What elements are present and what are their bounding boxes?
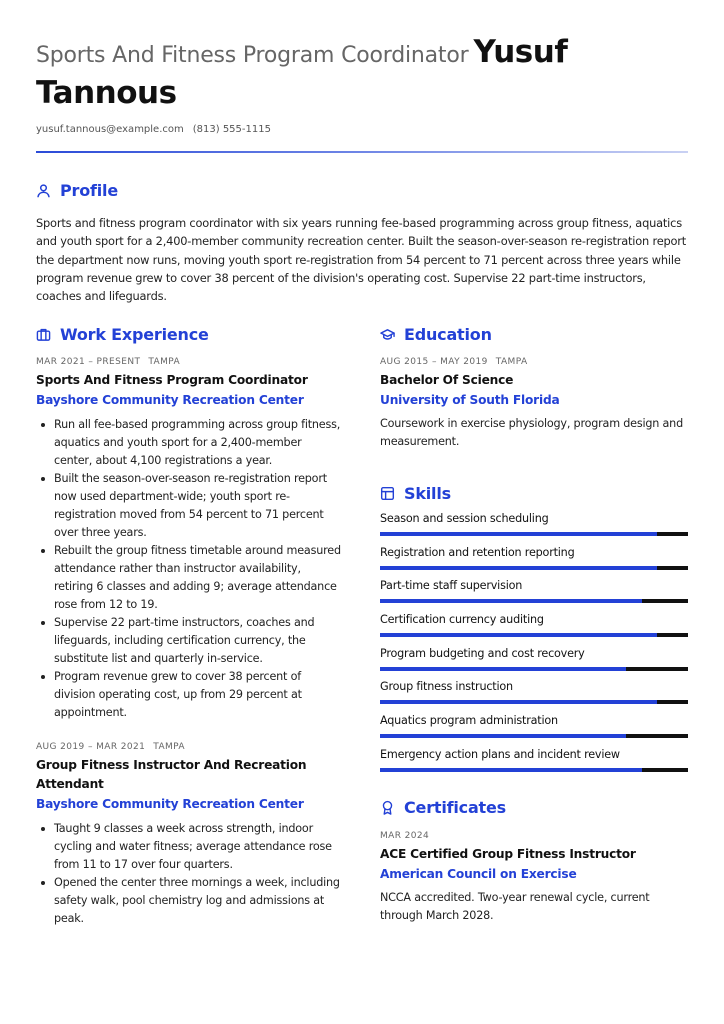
first-name: Yusuf <box>473 34 568 70</box>
job-bullets <box>36 820 342 928</box>
skill-bar <box>380 633 688 637</box>
skill-item <box>380 612 688 646</box>
degree-title: Bachelor Of Science <box>380 373 514 387</box>
job-location: TAMPA <box>148 357 181 367</box>
skill-name: Season and session scheduling <box>380 512 549 525</box>
award-icon <box>380 800 395 815</box>
graduation-cap-icon <box>380 327 395 342</box>
skill-name: Program budgeting and cost recovery <box>380 646 585 660</box>
header-divider <box>36 151 688 153</box>
job-bullets <box>36 416 342 722</box>
profile-summary: Sports and fitness program coordinator with six years running fee-based programming across group fitness, aquatics and youth sport for a 2,400-member community recreation center. Built the season-over-season re-registration report the department now runs, moving youth sport re-registration from 54 percent to 71 percent across three years while program revenue grew to cover 38 percent of the division's operating cost. Supervise 22 part-time instructors, coaches and lifeguards. <box>36 216 687 304</box>
skill-name: Group fitness instruction <box>380 680 513 694</box>
certificates-title: Certificates <box>404 798 506 817</box>
skill-name: Emergency action plans and incident review <box>380 747 620 761</box>
education-title: Education <box>404 324 492 344</box>
job-title: Sports And Fitness Program Coordinator <box>36 373 308 387</box>
skill-item <box>380 511 688 545</box>
certificates-heading <box>380 796 688 820</box>
job-entry <box>36 357 342 722</box>
job-meta <box>36 742 342 752</box>
work-experience-heading <box>36 322 342 346</box>
skill-bar <box>380 667 688 671</box>
skill-item <box>380 578 688 612</box>
job-dates: AUG 2019 – MAR 2021 <box>36 742 146 752</box>
job-organization: Bayshore Community Recreation Center <box>36 797 304 811</box>
job-title: Group Fitness Instructor And Recreation Attendant <box>36 758 307 791</box>
contact-line <box>36 124 271 135</box>
skill-level-fill <box>380 633 657 637</box>
email-link[interactable]: yusuf.tannous@example.com <box>36 124 184 135</box>
job-organization: Bayshore Community Recreation Center <box>36 393 304 407</box>
skill-item <box>380 713 688 747</box>
education-meta <box>380 357 688 367</box>
skill-name: Aquatics program administration <box>380 714 558 728</box>
work-experience-section <box>36 322 342 928</box>
skill-level-fill <box>380 532 657 536</box>
skills-list <box>380 511 688 781</box>
job-entry <box>36 742 342 928</box>
skill-name: Registration and retention reporting <box>380 545 575 559</box>
skills-title: Skills <box>404 483 451 503</box>
certificate-date: MAR 2024 <box>380 830 430 841</box>
skill-item <box>380 679 688 713</box>
skill-level-fill <box>380 700 657 704</box>
profile-heading <box>36 181 118 200</box>
skills-heading <box>380 481 688 505</box>
bullet-item: Opened the center three mornings a week, including safety walk, pool chemistry log and admissions at peak. <box>54 874 342 928</box>
bullet-item: Supervise 22 part-time instructors, coaches and lifeguards, including certification currency, the substitute list and quarterly in-service. <box>54 614 342 668</box>
skill-bar <box>380 566 688 570</box>
bullet-item: Run all fee-based programming across group fitness, aquatics and youth sport for a 2,400-member center, about 4,100 registrations a year. <box>54 416 342 470</box>
job-location: TAMPA <box>153 742 185 752</box>
skill-bar <box>380 532 688 536</box>
bullet-item: Program revenue grew to cover 38 percent of division operating cost, up from 29 percent at appointment. <box>54 668 342 722</box>
bullet-item: Rebuilt the group fitness timetable around measured attendance rather than instructor availability, retiring 6 classes and adding 9; average attendance rose from 12 to 19. <box>54 542 342 614</box>
skill-bar <box>380 768 688 772</box>
bullet-item: Built the season-over-season re-registration report now used department-wide; youth sport re-registration moved from 54 percent to 71 percent over three years. <box>54 470 342 542</box>
job-dates: MAR 2021 – PRESENT <box>36 357 141 367</box>
education-dates: AUG 2015 – MAY 2019 <box>380 357 488 367</box>
skill-bar <box>380 599 688 603</box>
skill-name: Certification currency auditing <box>380 613 544 627</box>
school-name: University of South Florida <box>380 393 560 407</box>
last-name: Tannous <box>36 75 177 111</box>
job-meta <box>36 357 342 367</box>
skill-bar <box>380 734 688 738</box>
skill-level-fill <box>380 599 642 603</box>
skill-item <box>380 545 688 579</box>
education-heading <box>380 322 688 346</box>
skill-item <box>380 747 688 781</box>
certificate-issuer: American Council on Exercise <box>380 866 577 881</box>
skill-level-fill <box>380 734 626 738</box>
layout-icon <box>380 486 395 501</box>
skill-level-fill <box>380 566 657 570</box>
briefcase-icon <box>36 327 51 342</box>
skill-level-fill <box>380 768 642 772</box>
job-role-title: Sports And Fitness Program Coordinator <box>36 43 469 68</box>
resume-header <box>36 34 636 116</box>
phone-number: (813) 555-1115 <box>192 124 271 135</box>
work-experience-title: Work Experience <box>60 324 209 344</box>
education-description: Coursework in exercise physiology, program design and measurement. <box>380 417 683 448</box>
bullet-item: Taught 9 classes a week across strength, indoor cycling and water fitness; average attendance rose from 11 to 17 over four quarters. <box>54 820 342 874</box>
user-icon <box>36 183 51 198</box>
education-location: TAMPA <box>495 357 528 367</box>
skill-name: Part-time staff supervision <box>380 579 523 593</box>
skill-level-fill <box>380 667 626 671</box>
certificate-description: NCCA accredited. Two-year renewal cycle, current through March 2028. <box>380 890 650 922</box>
profile-title: Profile <box>60 181 118 200</box>
right-column <box>380 322 688 925</box>
certificate-name: ACE Certified Group Fitness Instructor <box>380 846 636 861</box>
skill-item <box>380 646 688 680</box>
skill-bar <box>380 700 688 704</box>
